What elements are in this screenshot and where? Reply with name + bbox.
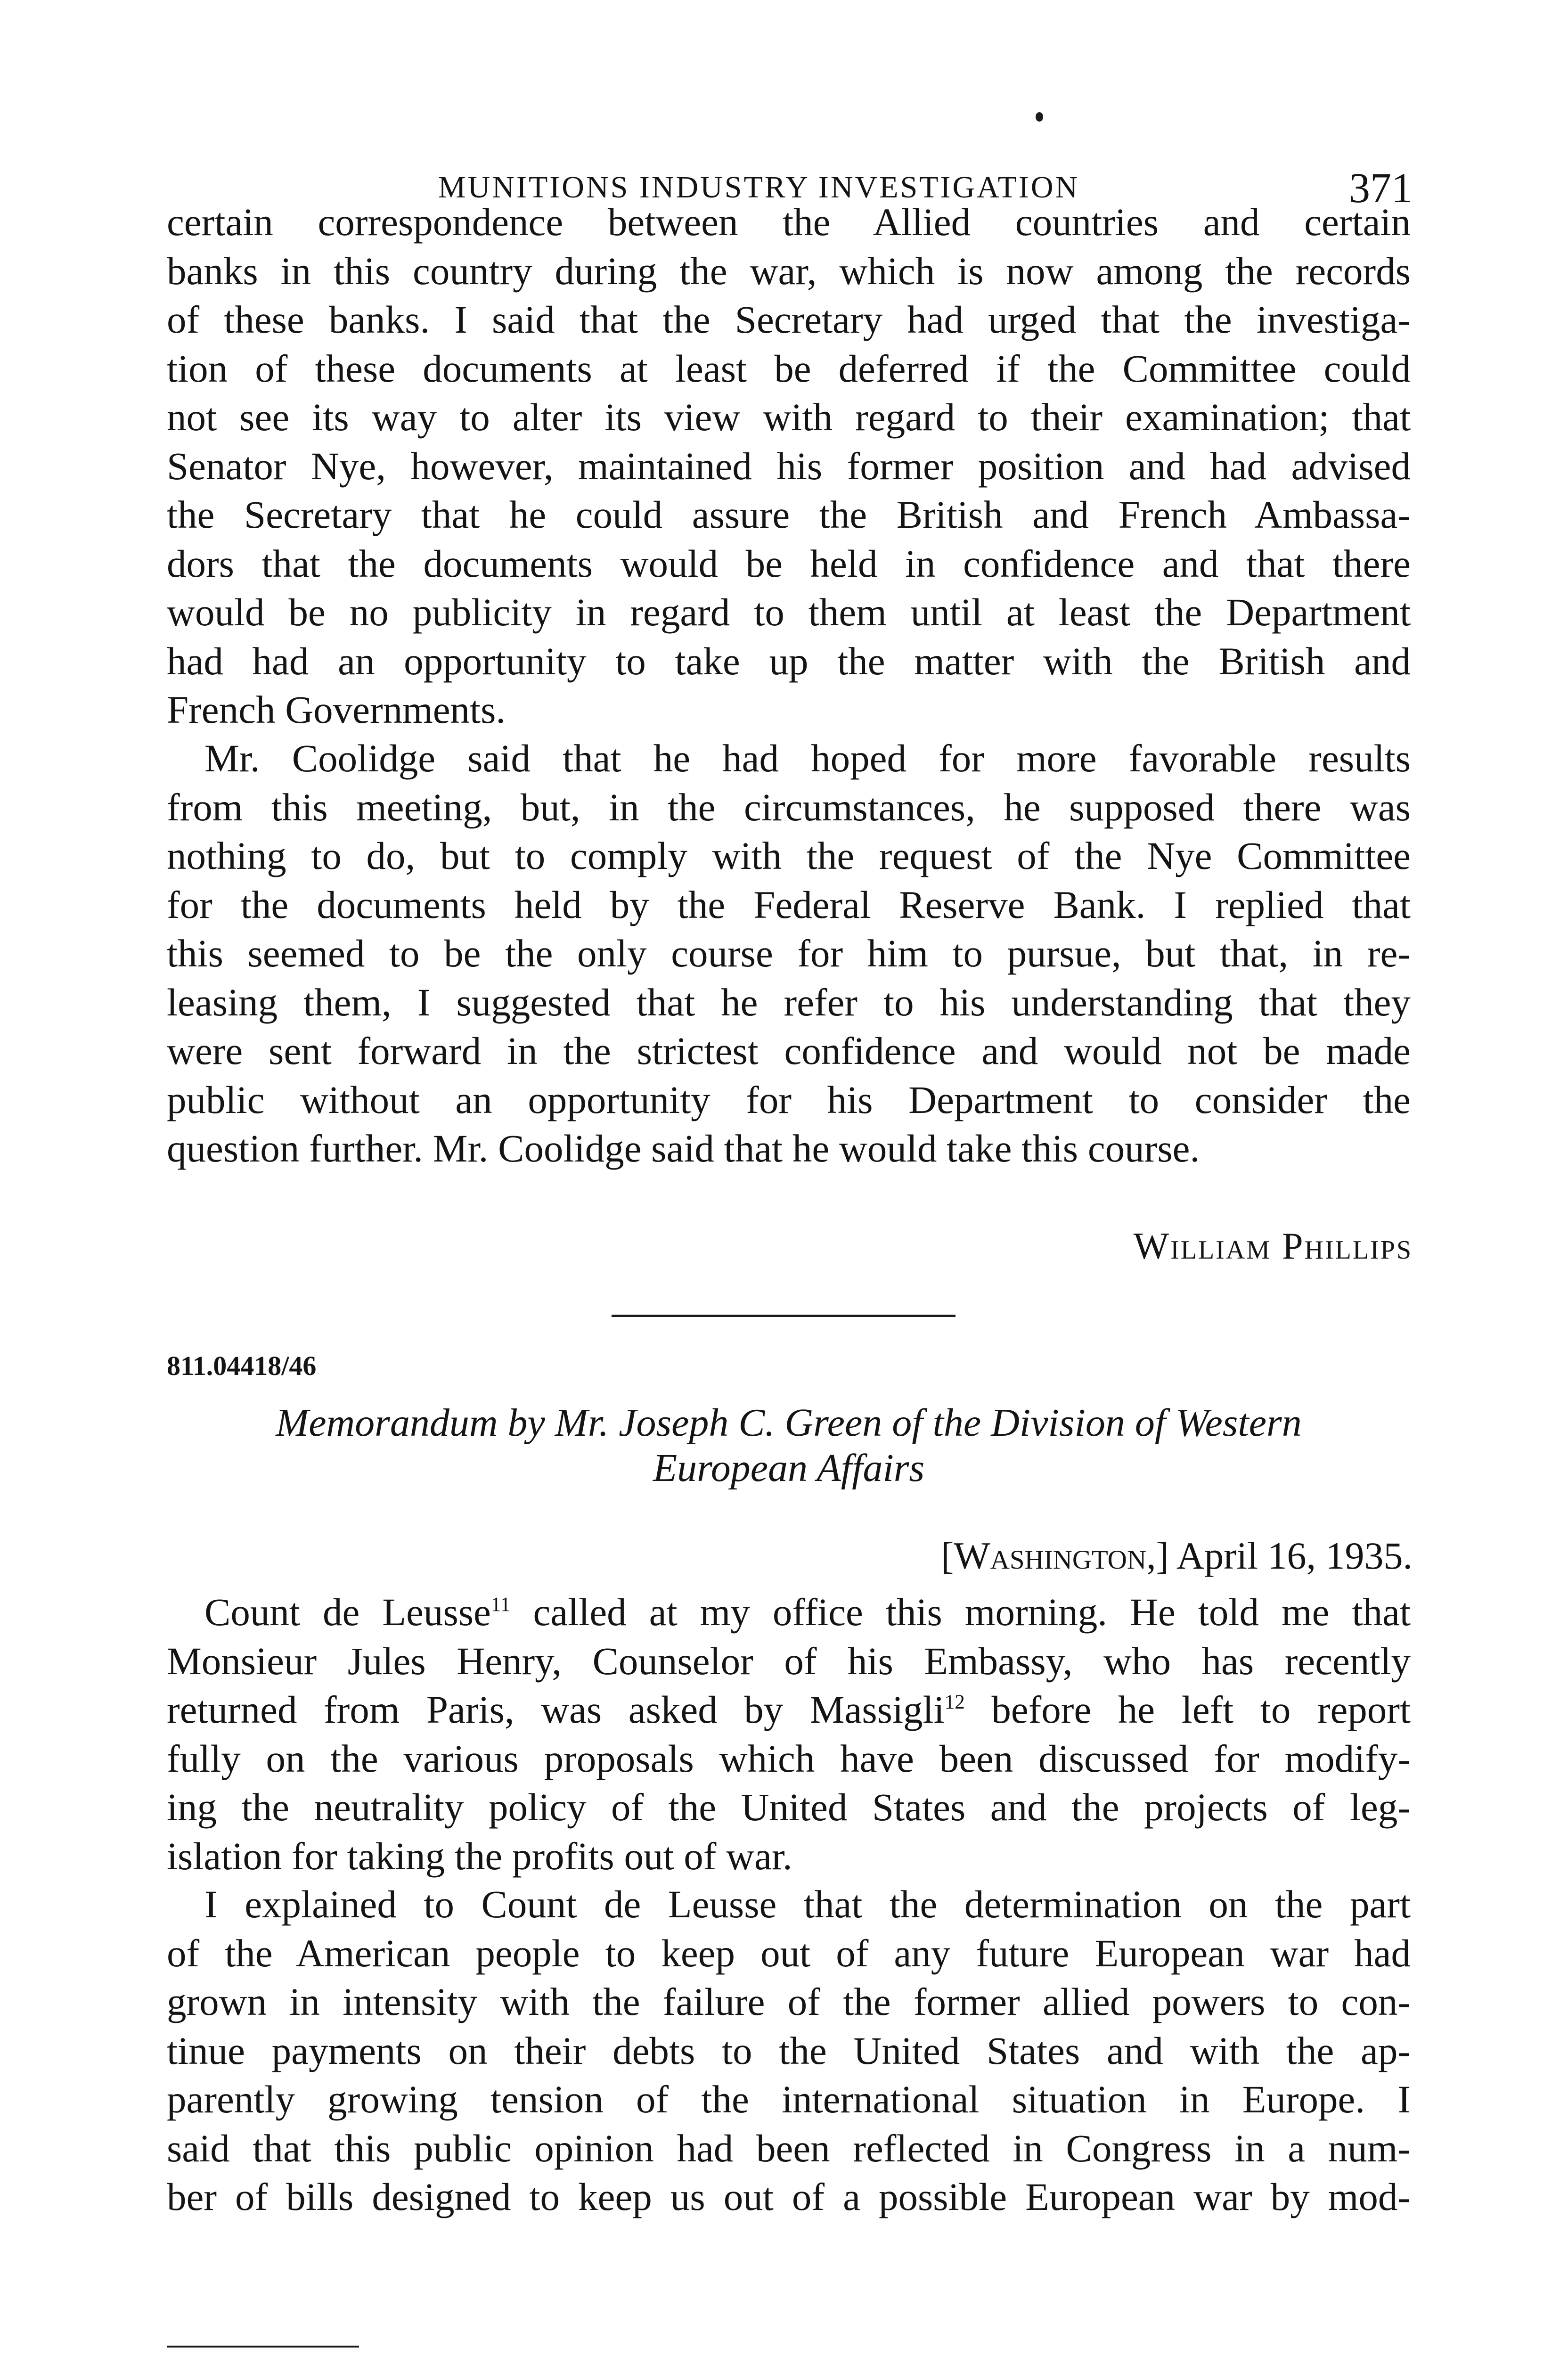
text-segment: returned from Paris, was asked by Massigli [167, 1688, 945, 1731]
document-heading [167, 1400, 1411, 1491]
text-line: not see its way to alter its view with regard to their examination; that [167, 395, 1411, 439]
dateline-date: April 16, 1935. [1176, 1534, 1413, 1577]
text-line: fully on the various proposals which have been discussed for modify- [167, 1736, 1411, 1780]
text-line: banks in this country during the war, which is now among the records [167, 249, 1411, 293]
text-line: this seemed to be the only course for him to pursue, but that, in re- [167, 932, 1411, 975]
text-segment: before he left to report [991, 1688, 1411, 1731]
text-line: said that this public opinion had been reflected in Congress in a num- [167, 2126, 1411, 2170]
footnote-rule [167, 2346, 359, 2348]
text-line: certain correspondence between the Allied countries and certain [167, 200, 1411, 244]
text-line [167, 1588, 1411, 1637]
text-line: ber of bills designed to keep us out of a possible European war by mod- [167, 2175, 1411, 2218]
stray-ink-dot [1036, 112, 1043, 122]
file-number: 811.04418/46 [167, 1350, 317, 1381]
footnote-ref-11: 11 [490, 1593, 511, 1616]
dateline [941, 1534, 1413, 1578]
paragraph-continued [167, 198, 1411, 735]
text-segment: Count de Leusse [204, 1590, 491, 1634]
text-line: dors that the documents would be held in confidence and that there [167, 541, 1411, 585]
text-line: from this meeting, but, in the circumstances, he supposed there was [167, 785, 1411, 829]
text-line: the Secretary that he could assure the British and French Ambassa- [167, 493, 1411, 536]
text-line: leasing them, I suggested that he refer to his understanding that they [167, 980, 1411, 1024]
text-line: Mr. Coolidge said that he had hoped for more favorable results [204, 736, 1411, 780]
text-line: French Governments. [167, 688, 506, 731]
text-line: of the American people to keep out of any future European war had [167, 1931, 1411, 1975]
text-line: public without an opportunity for his Department to consider the [167, 1078, 1411, 1121]
running-title: MUNITIONS INDUSTRY INVESTIGATION [438, 170, 1080, 205]
heading-line: Memorandum by Mr. Joseph C. Green of the Division of Western [276, 1401, 1302, 1445]
paragraph-explained [167, 1880, 1411, 2222]
text-line: Monsieur Jules Henry, Counselor of his Embassy, who has recently [167, 1639, 1411, 1683]
text-line: were sent forward in the strictest confidence and would not be made [167, 1029, 1411, 1072]
text-line: islation for taking the profits out of war. [167, 1834, 792, 1878]
text-line: of these banks. I said that the Secretary had urged that the investiga- [167, 298, 1411, 341]
text-line [167, 1685, 1411, 1734]
text-line: ing the neutrality policy of the United States and the projects of leg- [167, 1785, 1411, 1829]
text-line: tinue payments on their debts to the United States and with the ap- [167, 2029, 1411, 2072]
page-number: 371 [1349, 165, 1413, 212]
text-line: nothing to do, but to comply with the request of the Nye Committee [167, 834, 1411, 877]
footnote-ref-12: 12 [944, 1691, 965, 1713]
text-segment: called at my office this morning. He told me that [533, 1590, 1411, 1634]
text-line: question further. Mr. Coolidge said that he would take this course. [167, 1127, 1200, 1170]
text-line: had had an opportunity to take up the matter with the British and [167, 639, 1411, 683]
text-line: grown in intensity with the failure of the former allied powers to con- [167, 1980, 1411, 2023]
paragraph-coolidge [167, 734, 1411, 1173]
paragraph-de-leusse [167, 1588, 1411, 1881]
text-line: tion of these documents at least be deferred if the Committee could [167, 346, 1411, 390]
text-line: I explained to Count de Leusse that the determination on the part [204, 1882, 1411, 1926]
signature: William Phillips [1133, 1226, 1413, 1267]
section-divider [612, 1315, 956, 1317]
text-line: Senator Nye, however, maintained his former position and had advised [167, 444, 1411, 488]
heading-line: European Affairs [653, 1446, 925, 1490]
text-line: would be no publicity in regard to them until at least the Department [167, 590, 1411, 634]
dateline-place: [Washington,] [940, 1534, 1169, 1577]
text-line: for the documents held by the Federal Reserve Bank. I replied that [167, 883, 1411, 926]
text-line: parently growing tension of the international situation in Europe. I [167, 2078, 1411, 2121]
